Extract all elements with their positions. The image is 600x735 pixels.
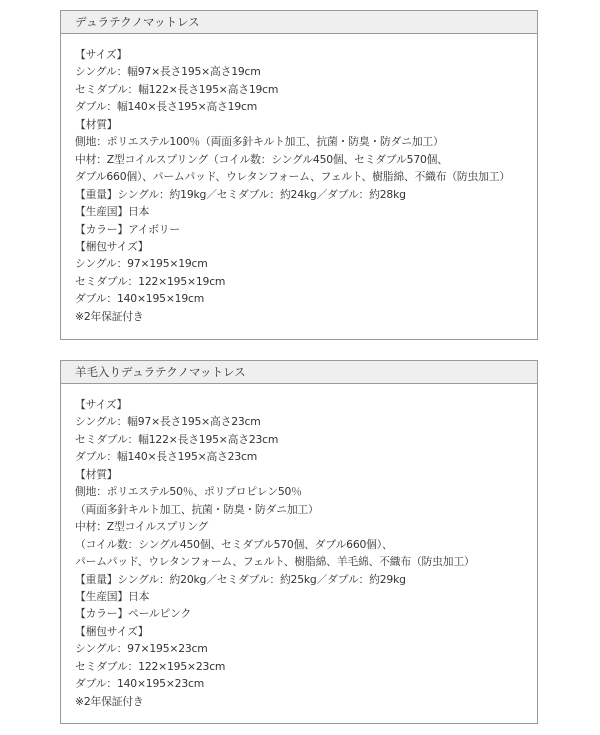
spec-panel-dura-techno (60, 10, 538, 340)
package-semi-double: セミダブル：122×195×23cm (75, 659, 226, 673)
section-heading-material: 【材質】 (75, 117, 118, 131)
material-filling-cont: ダブル660個）、パームパッド、ウレタンフォーム、フェルト、樹脂綿、不織布（防虫加工） (75, 170, 510, 184)
panel-title: デュラテクノマットレス (61, 11, 537, 34)
material-cover-finish: （両面多針キルト加工、抗菌・防臭・防ダニ加工） (75, 502, 319, 516)
warranty-note: ※2年保証付き (75, 694, 144, 708)
material-cover: 側地：ポリエステル100％（両面多針キルト加工、抗菌・防臭・防ダニ加工） (75, 135, 444, 149)
section-heading-material: 【材質】 (75, 467, 118, 481)
section-heading-size: 【サイズ】 (75, 398, 128, 411)
spec-list (61, 384, 537, 710)
package-double: ダブル：140×195×23cm (75, 677, 205, 691)
weight: 【重量】シングル：約20kg／セミダブル：約25kg／ダブル：約29kg (75, 572, 406, 586)
size-semi-double: セミダブル：幅122×長さ195×高さ23cm (75, 432, 279, 446)
section-heading-size: 【サイズ】 (75, 48, 128, 61)
size-semi-double: セミダブル：幅122×長さ195×高さ19cm (75, 82, 279, 96)
spec-panel-wool-dura-techno (60, 360, 538, 724)
color: 【カラー】ペールピンク (75, 607, 192, 621)
material-filling: 中材：Z型コイルスプリング (75, 520, 209, 534)
package-single: シングル：97×195×19cm (75, 257, 208, 271)
material-filling-cont: パームパッド、ウレタンフォーム、フェルト、樹脂綿、羊毛綿、不織布（防虫加工） (75, 555, 475, 569)
warranty-note: ※2年保証付き (75, 309, 144, 323)
material-cover: 側地：ポリエステル50％、ポリプロピレン50％ (75, 485, 302, 499)
country-of-origin: 【生産国】日本 (75, 205, 150, 219)
material-coil-count: （コイル数：シングル450個、セミダブル570個、ダブル660個）、 (75, 537, 393, 551)
section-heading-package-size: 【梱包サイズ】 (75, 239, 149, 253)
package-semi-double: セミダブル：122×195×19cm (75, 274, 226, 288)
material-filling: 中材：Z型コイルスプリング（コイル数：シングル450個、セミダブル570個、 (75, 152, 448, 166)
panel-title: 羊毛入りデュラテクノマットレス (61, 361, 537, 384)
size-single: シングル：幅97×長さ195×高さ19cm (75, 65, 261, 79)
size-double: ダブル：幅140×長さ195×高さ23cm (75, 450, 258, 464)
country-of-origin: 【生産国】日本 (75, 589, 150, 603)
weight: 【重量】シングル：約19kg／セミダブル：約24kg／ダブル：約28kg (75, 187, 406, 201)
package-double: ダブル：140×195×19cm (75, 292, 205, 306)
section-heading-package-size: 【梱包サイズ】 (75, 624, 149, 638)
color: 【カラー】アイボリー (75, 222, 180, 236)
package-single: シングル：97×195×23cm (75, 642, 208, 656)
size-single: シングル：幅97×長さ195×高さ23cm (75, 415, 261, 429)
size-double: ダブル：幅140×長さ195×高さ19cm (75, 100, 258, 114)
spec-list (61, 34, 537, 325)
